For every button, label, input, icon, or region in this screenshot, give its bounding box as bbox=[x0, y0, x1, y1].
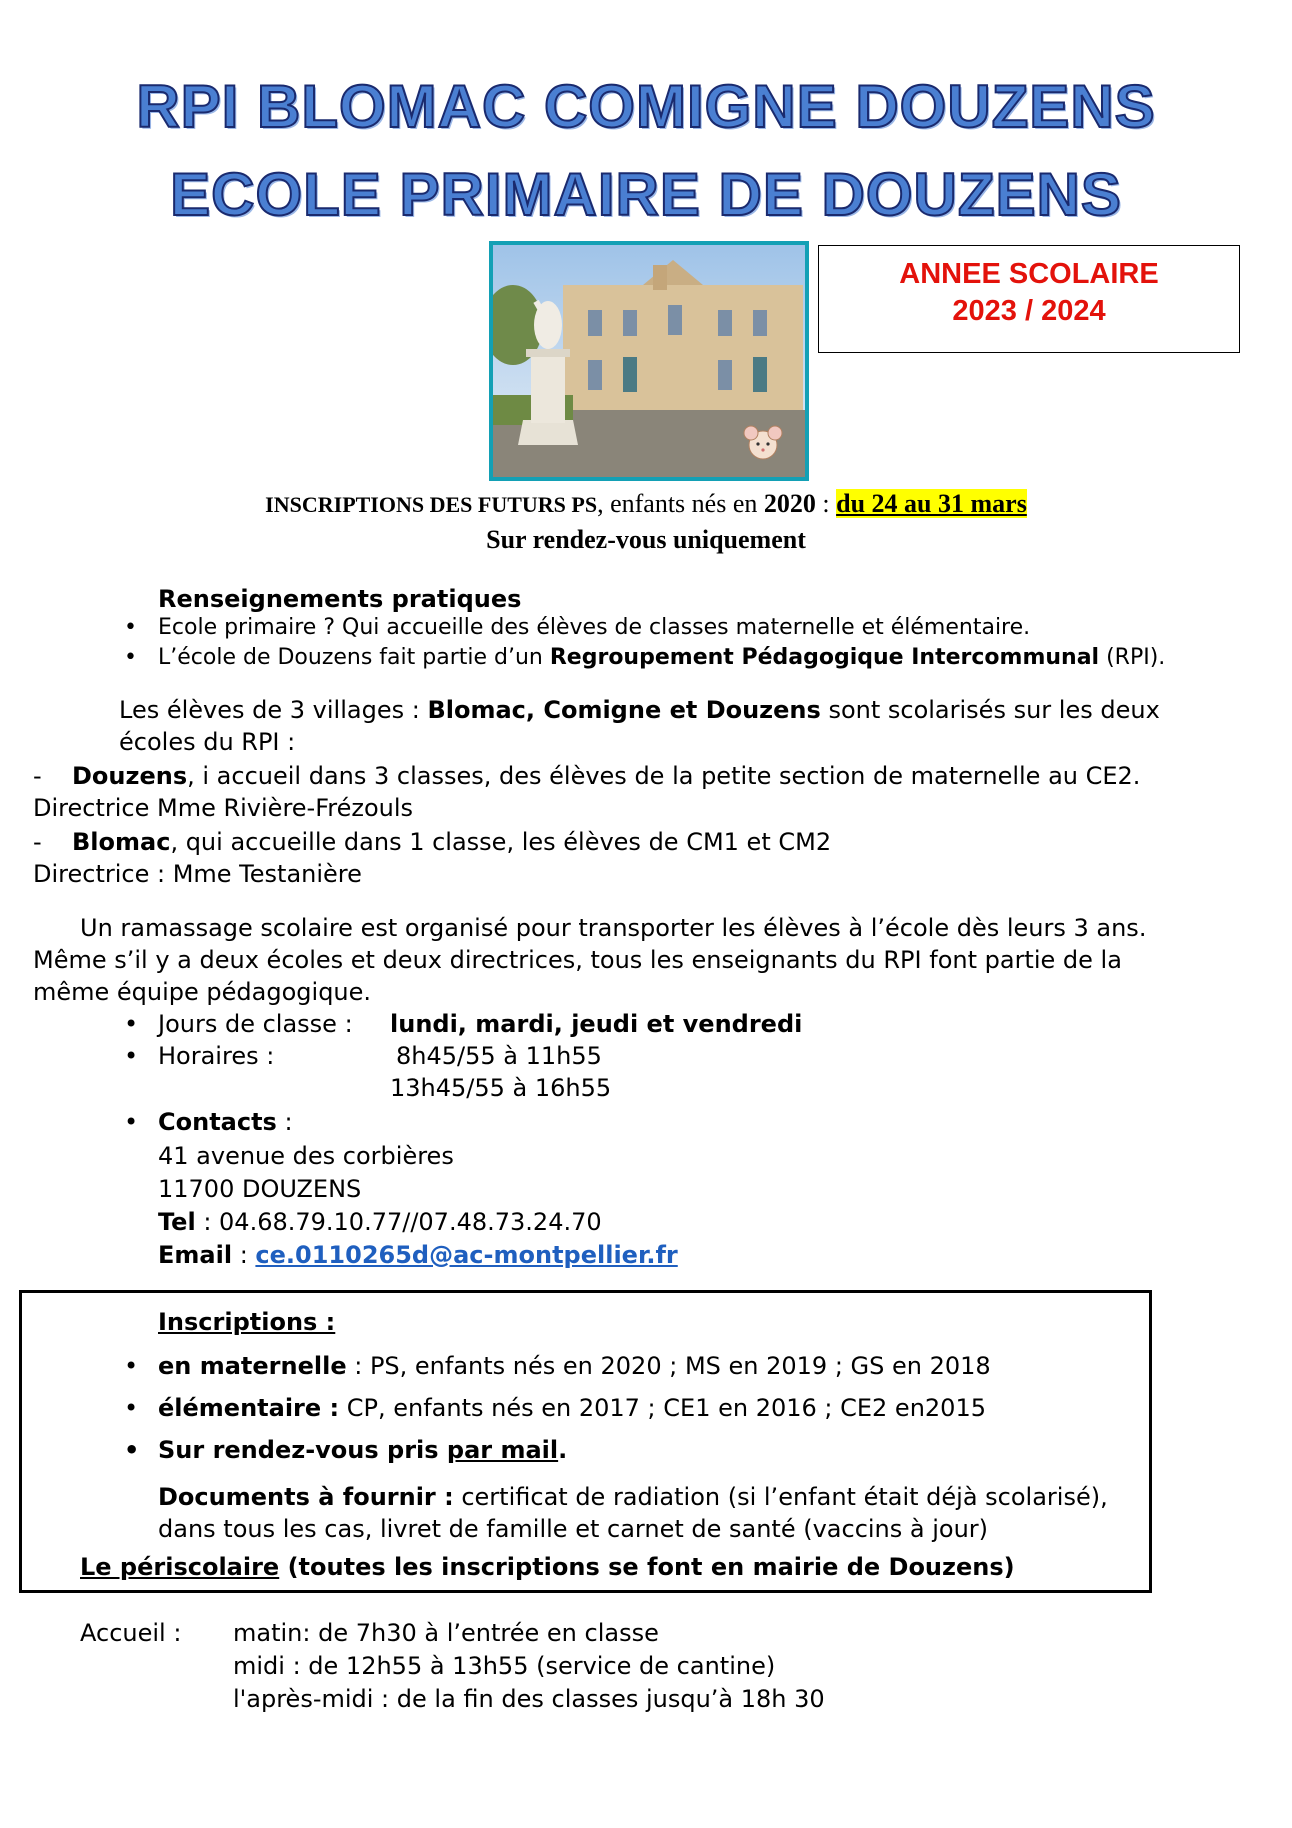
inscriptions-banner-dates: du 24 au 31 mars bbox=[836, 489, 1027, 518]
contacts-heading bbox=[158, 1106, 293, 1138]
inscriptions-banner-mid: , enfants nés en bbox=[597, 489, 764, 518]
school-year-label: ANNEE SCOLAIRE bbox=[899, 258, 1159, 290]
jours-value: lundi, mardi, jeudi et vendredi bbox=[390, 1010, 803, 1038]
inscriptions-banner-colon: : bbox=[815, 489, 837, 518]
periscolaire-label: Le périscolaire bbox=[80, 1553, 280, 1581]
documents-label: Documents à fournir : bbox=[158, 1483, 454, 1511]
title-line-2: ECOLE PRIMAIRE DE DOUZENS bbox=[170, 161, 1122, 228]
accueil-midi: midi : de 12h55 à 13h55 (service de cantine) bbox=[233, 1652, 776, 1680]
rdv-par-mail: par mail bbox=[446, 1436, 559, 1464]
blomac-directrice: Directrice : Mme Testanière bbox=[33, 860, 362, 888]
douzens-dash: - bbox=[33, 762, 42, 790]
phone bbox=[158, 1206, 602, 1238]
documents-line-2: dans tous les cas, livret de famille et carnet de santé (vaccins à jour) bbox=[158, 1515, 989, 1543]
accueil-label: Accueil : bbox=[80, 1619, 182, 1647]
elementaire-label: élémentaire : bbox=[158, 1394, 340, 1422]
maternelle-label: en maternelle bbox=[158, 1352, 347, 1380]
villages-intro bbox=[119, 694, 1160, 726]
school-year-value: 2023 / 2024 bbox=[952, 295, 1106, 327]
phone-value: : 04.68.79.10.77//07.48.73.24.70 bbox=[195, 1208, 602, 1236]
inscriptions-banner-label: INSCRIPTIONS DES FUTURS PS bbox=[265, 492, 598, 517]
address-line-1: 41 avenue des corbières bbox=[158, 1142, 454, 1170]
horaires-afternoon: 13h45/55 à 16h55 bbox=[390, 1074, 612, 1102]
documents-text: certificat de radiation (si l’enfant était déjà scolarisé), bbox=[453, 1483, 1108, 1511]
rdv-dot: . bbox=[558, 1436, 568, 1464]
douzens-name: Douzens bbox=[72, 762, 188, 790]
horaires-label: • Horaires : bbox=[158, 1040, 274, 1072]
bullet-2-bold: Regroupement Pédagogique Intercommunal bbox=[549, 645, 1100, 670]
documents-line-1 bbox=[158, 1481, 1108, 1513]
email bbox=[158, 1239, 678, 1271]
ramassage-line-2: Même s’il y a deux écoles et deux directrices, tous les enseignants du RPI font partie de la bbox=[33, 946, 1122, 974]
email-link[interactable]: ce.0110265d@ac-montpellier.fr bbox=[255, 1241, 678, 1269]
inscriptions-banner bbox=[0, 489, 1292, 519]
ramassage-line-3: même équipe pédagogique. bbox=[33, 978, 372, 1006]
villages-intro-end: sont scolarisés sur les deux bbox=[820, 696, 1160, 724]
email-label: Email bbox=[158, 1241, 233, 1269]
jours-label: • Jours de classe : bbox=[158, 1008, 353, 1040]
periscolaire-text: (toutes les inscriptions se font en mairie de Douzens) bbox=[279, 1553, 1015, 1581]
inscription-maternelle bbox=[158, 1350, 991, 1382]
elementaire-text: CP, enfants nés en 2017 ; CE1 en 2016 ; CE2 en2015 bbox=[339, 1394, 986, 1422]
blomac-name: Blomac bbox=[72, 828, 171, 856]
email-sep: : bbox=[232, 1241, 256, 1269]
renseignements-bullet-2 bbox=[158, 642, 1165, 674]
contacts-colon: : bbox=[276, 1108, 293, 1136]
accueil-apres-midi: l'après-midi : de la fin des classes jusqu’à 18h 30 bbox=[233, 1685, 825, 1713]
periscolaire-line bbox=[80, 1551, 1015, 1583]
horaires-morning: 8h45/55 à 11h55 bbox=[396, 1042, 602, 1070]
renseignements-bullet-1: • Ecole primaire ? Qui accueille des élèves de classes maternelle et élémentaire. bbox=[158, 612, 1030, 644]
school-year-box bbox=[818, 245, 1240, 353]
ramassage-line-1: Un ramassage scolaire est organisé pour transporter les élèves à l’école dès leurs 3 ans. bbox=[80, 914, 1147, 942]
maternelle-text: : PS, enfants nés en 2020 ; MS en 2019 ; GS en 2018 bbox=[346, 1352, 991, 1380]
school-photo bbox=[489, 241, 809, 481]
villages-names: Blomac, Comigne et Douzens bbox=[427, 696, 821, 724]
inscription-elementaire bbox=[158, 1392, 986, 1424]
douzens-directrice: Directrice Mme Rivière-Frézouls bbox=[33, 794, 414, 822]
rdv-text: Sur rendez-vous pris bbox=[158, 1436, 447, 1464]
inscription-rdv bbox=[158, 1434, 567, 1466]
villages-intro-text: Les élèves de 3 villages : bbox=[119, 696, 428, 724]
blomac-text: , qui accueille dans 1 classe, les élèves de CM1 et CM2 bbox=[170, 828, 832, 856]
phone-label: Tel bbox=[158, 1208, 196, 1236]
villages-intro-line-2: écoles du RPI : bbox=[119, 728, 296, 756]
blomac-description bbox=[72, 826, 831, 858]
douzens-text: , i accueil dans 3 classes, des élèves de la petite section de maternelle au CE2. bbox=[187, 762, 1141, 790]
contacts-label: Contacts bbox=[158, 1108, 277, 1136]
douzens-description bbox=[72, 760, 1140, 792]
accueil-matin: matin: de 7h30 à l’entrée en classe bbox=[233, 1619, 659, 1647]
renseignements-heading: Renseignements pratiques bbox=[158, 585, 522, 613]
appointment-only-note: Sur rendez-vous uniquement bbox=[486, 525, 806, 554]
bullet-2-end: (RPI). bbox=[1099, 645, 1166, 670]
blomac-dash: - bbox=[33, 828, 42, 856]
inscriptions-banner-year: 2020 bbox=[763, 489, 816, 518]
title-line-1: RPI BLOMAC COMIGNE DOUZENS bbox=[136, 73, 1156, 140]
address-line-2: 11700 DOUZENS bbox=[158, 1175, 362, 1203]
inscriptions-heading: Inscriptions : bbox=[158, 1308, 336, 1336]
bullet-2-text: L’école de Douzens fait partie d’un bbox=[158, 645, 550, 670]
